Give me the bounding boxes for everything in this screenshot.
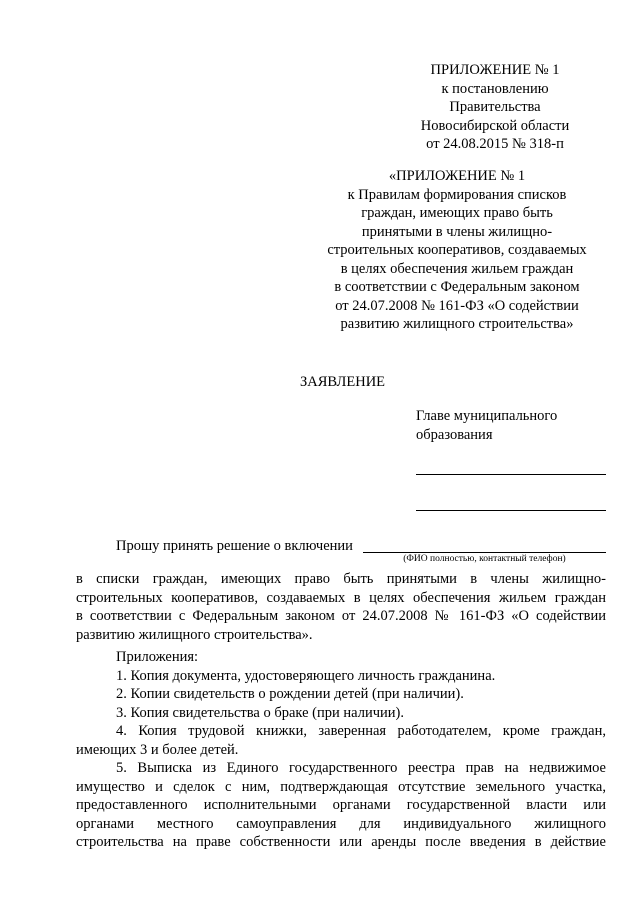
recipient-line: Главе муниципального <box>416 408 558 424</box>
rules-appendix-header <box>310 167 604 334</box>
attachments-heading: Приложения: <box>116 649 199 665</box>
list-item-line: имущество и сделок с ним, подтверждающая отсутствие земельного участка, <box>76 778 606 795</box>
list-item-line: органами местного самоуправления для индивидуального жилищного <box>76 815 606 832</box>
request-text: Прошу принять решение о включении <box>116 538 353 554</box>
list-item: 3. Копия свидетельства о браке (при наличии). <box>116 704 404 721</box>
request-paragraph <box>76 570 606 644</box>
list-item: 1. Копия документа, удостоверяющего личность гражданина. <box>116 667 496 684</box>
paragraph-line: в списки граждан, имеющих право быть принятыми в члены жилищно- <box>76 571 606 587</box>
list-item-line: 4. Копия трудовой книжки, заверенная работодателем, кроме граждан, <box>116 723 606 739</box>
list-item-line: предоставленного исполнительными органами государственной власти или <box>76 797 606 813</box>
appendix-line: Новосибирской области <box>420 117 570 134</box>
applicant-field-caption: (ФИО полностью, контактный телефон) <box>403 554 566 564</box>
recipient-name-field[interactable] <box>416 474 606 475</box>
rules-appendix-line: развитию жилищного строительства» <box>340 316 574 332</box>
recipient-name-field[interactable] <box>416 510 606 511</box>
list-item-line: имеющих 3 и более детей. <box>76 741 239 758</box>
paragraph-line: развитию жилищного строительства». <box>76 626 313 643</box>
paragraph-line: строительных кооперативов, создаваемых в целях обеспечения жильем граждан <box>76 589 606 606</box>
rules-appendix-line: в целях обеспечения жильем граждан <box>340 260 574 277</box>
appendix-header <box>400 61 590 154</box>
list-item-line: строительства на праве собственности или аренды после введения в действие <box>76 834 606 850</box>
document-title: ЗАЯВЛЕНИЕ <box>300 374 386 390</box>
recipient-line: образования <box>416 426 493 443</box>
rules-appendix-line: граждан, имеющих право быть <box>361 205 553 221</box>
recipient-block <box>416 407 616 444</box>
rules-appendix-line: к Правилам формирования списков <box>347 186 567 203</box>
appendix-title: ПРИЛОЖЕНИЕ № 1 <box>430 62 560 78</box>
appendix-date: от 24.08.2015 № 318-п <box>426 136 564 152</box>
list-item <box>76 759 606 852</box>
list-item <box>76 722 606 759</box>
list-item-line: 5. Выписка из Единого государственного реестра прав на недвижимое <box>116 760 606 776</box>
rules-appendix-line: принятыми в члены жилищно- <box>361 223 553 240</box>
rules-appendix-line: от 24.07.2008 № 161-ФЗ «О содействии <box>335 297 579 314</box>
attachments-list <box>76 648 606 852</box>
paragraph-line: в соответствии с Федеральным законом от 24.07.2008 № 161-ФЗ «О содействии <box>76 608 606 624</box>
list-item: 2. Копии свидетельств о рождении детей (при наличии). <box>116 686 464 702</box>
rules-appendix-line: в соответствии с Федеральным законом <box>334 279 580 295</box>
rules-appendix-title: «ПРИЛОЖЕНИЕ № 1 <box>388 168 526 184</box>
appendix-line: к постановлению Правительства <box>441 80 549 115</box>
rules-appendix-line: строительных кооперативов, создаваемых <box>327 242 587 258</box>
